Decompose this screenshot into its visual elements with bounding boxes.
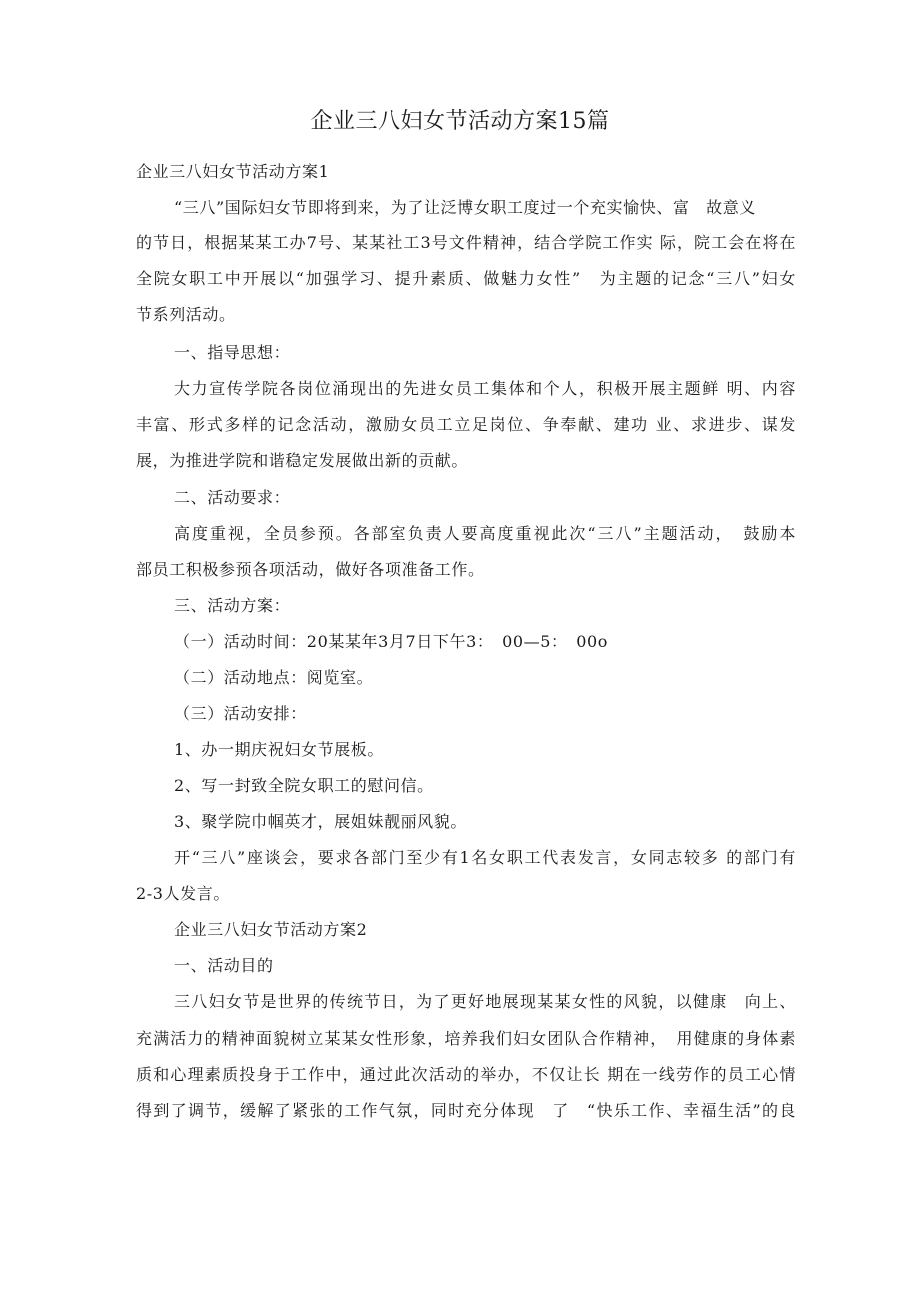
plan-arrangement: （三）活动安排： <box>174 704 307 723</box>
subheading-activity-plan: 三、活动方案： <box>174 596 291 615</box>
paragraph-line: 展，为推进学院和谐稳定发展做出新的贡献。 <box>136 451 469 470</box>
paragraph-line: 的节日，根据某某工办7号、某某社工3号文件精神，结合学院工作实 际，院工会在将在 <box>136 233 796 252</box>
paragraph-line: 节系列活动。 <box>136 305 236 324</box>
list-item: 1、办一期庆祝妇女节展板。 <box>174 740 384 759</box>
paragraph-line: 高度重视，全员参预。各部室负责人要高度重视此次“三八”主题活动， 鼓励本 <box>174 524 796 543</box>
paragraph-line: 充满活力的精神面貌树立某某女性形象，培养我们妇女团队合作精神， 用健康的身体素 <box>136 1029 796 1048</box>
paragraph-line: “三八”国际妇女节即将到来，为了让泛博女职工度过一个充实愉快、富 故意义 <box>174 198 756 217</box>
subheading-activity-requirements: 二、活动要求： <box>174 488 291 507</box>
paragraph-line: 质和心理素质投身于工作中，通过此次活动的举办，不仅让长 期在一线劳作的员工心情 <box>136 1065 796 1084</box>
paragraph-line: 丰富、形式多样的记念活动，激励女员工立足岗位、争奉献、建功 业、求进步、谋发 <box>136 415 796 434</box>
document-title: 企业三八妇女节活动方案15篇 <box>310 109 610 134</box>
section-heading-2: 企业三八妇女节活动方案2 <box>174 920 368 939</box>
paragraph-line: 部员工积极参预各项活动，做好各项准备工作。 <box>136 560 485 579</box>
subheading-guiding-ideology: 一、指导思想： <box>174 343 291 362</box>
subheading-activity-purpose: 一、活动目的 <box>174 956 274 975</box>
paragraph-line: 开“三八”座谈会，要求各部门至少有1名女职工代表发言，女同志较多 的部门有 <box>174 848 796 867</box>
list-item: 2、写一封致全院女职工的慰问信。 <box>174 776 434 795</box>
paragraph-line: 得到了调节，缓解了紧张的工作气氛，同时充分体现 了 “快乐工作、幸福生活”的良 <box>136 1101 796 1120</box>
paragraph-line: 全院女职工中开展以“加强学习、提升素质、做魅力女性” 为主题的记念“三八”妇女 <box>136 269 796 288</box>
list-item: 3、聚学院巾帼英才，展姐妹靓丽风貌。 <box>174 812 467 831</box>
plan-place: （二）活动地点：阅览室。 <box>174 668 374 687</box>
plan-time: （一）活动时间：20某某年3月7日下午3： 00—5： 00o <box>174 632 609 651</box>
section-heading-1: 企业三八妇女节活动方案1 <box>136 162 330 181</box>
paragraph-line: 大力宣传学院各岗位涌现出的先进女员工集体和个人，积极开展主题鲜 明、内容 <box>174 379 796 398</box>
paragraph-line: 三八妇女节是世界的传统节日，为了更好地展现某某女性的风貌，以健康 向上、 <box>174 992 796 1011</box>
paragraph-line: 2-3人发言。 <box>136 884 230 903</box>
